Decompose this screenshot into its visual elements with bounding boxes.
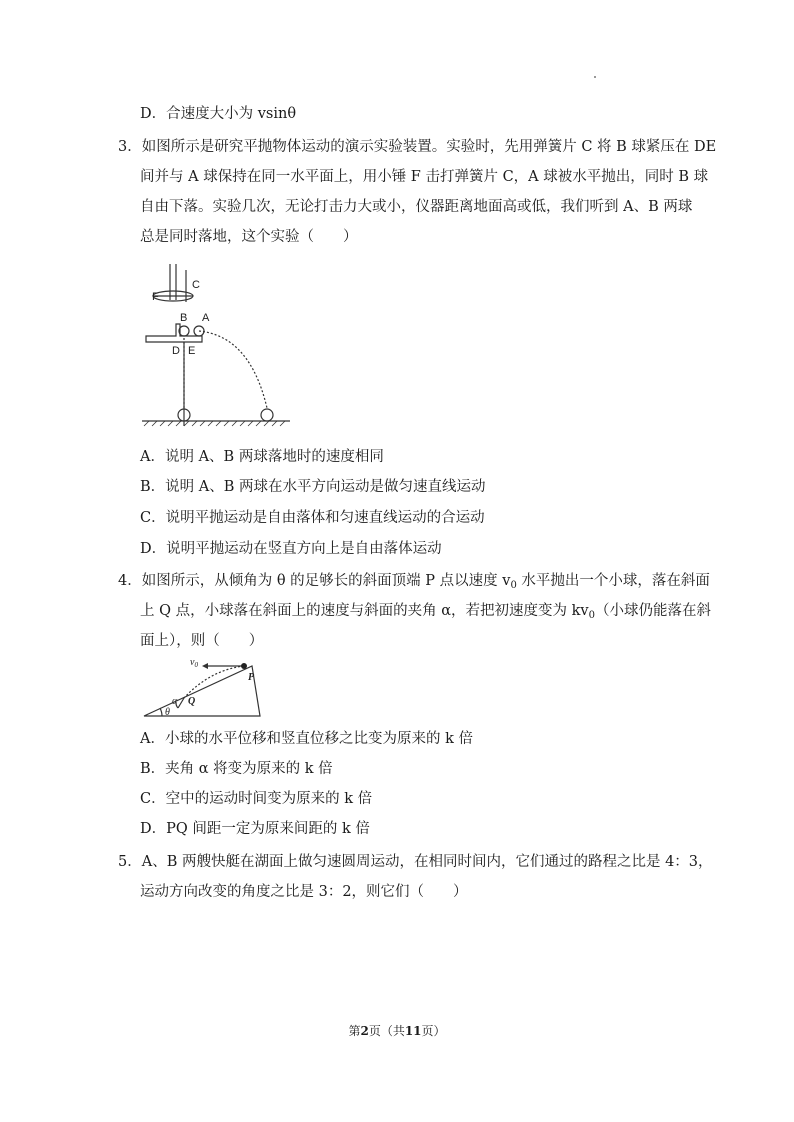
label-f: F	[152, 291, 159, 303]
q3-stem-line-4: 总是同时落地，这个实验（ ）	[140, 229, 358, 245]
ball-icon	[241, 663, 247, 669]
q4-incline-figure	[140, 656, 265, 720]
q4-stem-line-1: 4．如图所示，从倾角为 θ 的足够长的斜面顶端 P 点以速度 $v_0$ 水平抛出一个小球，落在斜面	[118, 573, 710, 591]
q4-option-b: B．夹角 α 将变为原来的 k 倍	[140, 761, 333, 777]
q3-stem-line-3: 自由下落。实验几次，无论打击力大或小，仪器距离地面高或低，我们听到 A、B 两球	[140, 199, 693, 215]
q5-stem-line-1: 5．A、B 两艘快艇在湖面上做匀速圆周运动，在相同时间内，它们通过的路程之比是 4：3，	[118, 854, 713, 870]
label-q: Q	[188, 696, 196, 707]
label-c: C	[192, 279, 200, 291]
label-alpha: α	[172, 696, 178, 707]
q3-apparatus-figure	[140, 258, 300, 436]
q3-option-a: A．说明 A、B 两球落地时的速度相同	[140, 449, 384, 465]
q2-option-d: D．合速度大小为 vsinθ	[140, 106, 297, 122]
q4-option-a: A．小球的水平位移和竖直位移之比变为原来的 k 倍	[140, 731, 473, 747]
label-v0: $v_0$	[190, 657, 198, 669]
q3-option-b: B．说明 A、B 两球在水平方向运动是做匀速直线运动	[140, 479, 486, 495]
q3-option-d: D．说明平抛运动在竖直方向上是自由落体运动	[140, 541, 442, 557]
q4-option-d: D．PQ 间距一定为原来间距的 k 倍	[140, 821, 370, 837]
q3-option-c: C．说明平抛运动是自由落体和匀速直线运动的合运动	[140, 510, 485, 526]
label-b: B	[180, 312, 188, 324]
label-d: D	[172, 345, 180, 357]
page-footer: 第2页（共11页）	[348, 1024, 446, 1038]
q4-option-c: C．空中的运动时间变为原来的 k 倍	[140, 791, 373, 807]
label-a: A	[202, 312, 210, 324]
label-p: P	[248, 672, 255, 683]
q5-stem-line-2: 运动方向改变的角度之比是 3：2，则它们（ ）	[140, 884, 468, 900]
q3-stem-line-1: 3．如图所示是研究平抛物体运动的演示实验装置。实验时，先用弹簧片 C 将 B 球紧压在 DE	[118, 139, 717, 155]
q3-stem-line-2: 间并与 A 球保持在同一水平面上，用小锤 F 击打弹簧片 C，A 球被水平抛出，同时 B 球	[140, 169, 709, 185]
scan-speck	[594, 76, 596, 78]
q4-stem-line-2: 上 Q 点，小球落在斜面上的速度与斜面的夹角 α，若把初速度变为 $kv_0$（小球仍能落在斜	[140, 603, 711, 621]
arrowhead-icon	[202, 663, 208, 669]
q4-stem-line-3: 面上），则（ ）	[140, 633, 264, 649]
label-e: E	[188, 345, 196, 357]
label-theta: θ	[165, 707, 170, 718]
